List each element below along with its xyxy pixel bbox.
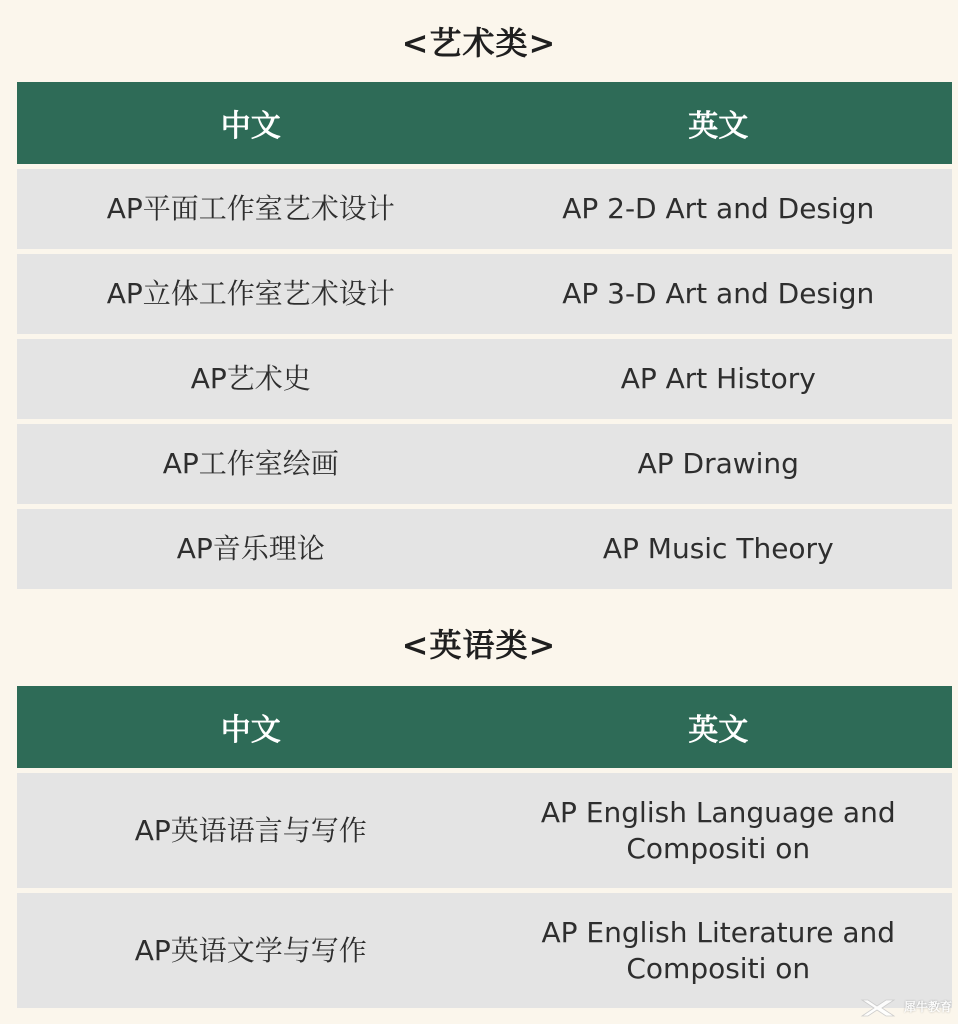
header-chinese: 中文 (220, 109, 281, 144)
table-row (17, 254, 952, 334)
watermark-text: 犀牛教育 (903, 1000, 952, 1014)
cell-chinese: AP平面工作室艺术设计 (106, 192, 395, 225)
cell-english: AP 3-D Art and Design (562, 277, 875, 310)
cell-english: AP English Literature and Compositi on (541, 915, 896, 985)
cell-english: AP Drawing (637, 447, 799, 480)
cell-chinese: AP英语文学与写作 (134, 933, 367, 967)
table-row (17, 339, 952, 419)
table-header (17, 82, 952, 164)
cell-chinese: AP音乐理论 (176, 532, 325, 565)
cell-chinese: AP工作室绘画 (162, 447, 339, 480)
header-english: 英文 (688, 713, 749, 748)
table-art (17, 82, 952, 589)
cell-english: AP 2-D Art and Design (562, 192, 875, 225)
table-row (17, 424, 952, 504)
cell-english: AP Music Theory (602, 532, 834, 565)
section-title-english: <英语类> (401, 626, 557, 664)
cell-english: AP Art History (620, 362, 816, 395)
header-chinese: 中文 (220, 713, 281, 748)
table-english (17, 686, 952, 1008)
section-title-art: <艺术类> (401, 24, 557, 62)
cell-chinese: AP立体工作室艺术设计 (106, 277, 395, 310)
table-header (17, 686, 952, 768)
rhino-logo-icon (860, 996, 898, 1020)
header-english: 英文 (688, 109, 749, 144)
cell-chinese: AP艺术史 (190, 362, 311, 395)
table-row (17, 893, 952, 1008)
cell-english: AP English Language and Compositi on (540, 795, 896, 865)
watermark (860, 996, 952, 1020)
table-row (17, 169, 952, 249)
table-row (17, 509, 952, 589)
table-row (17, 773, 952, 888)
cell-chinese: AP英语语言与写作 (134, 813, 367, 847)
